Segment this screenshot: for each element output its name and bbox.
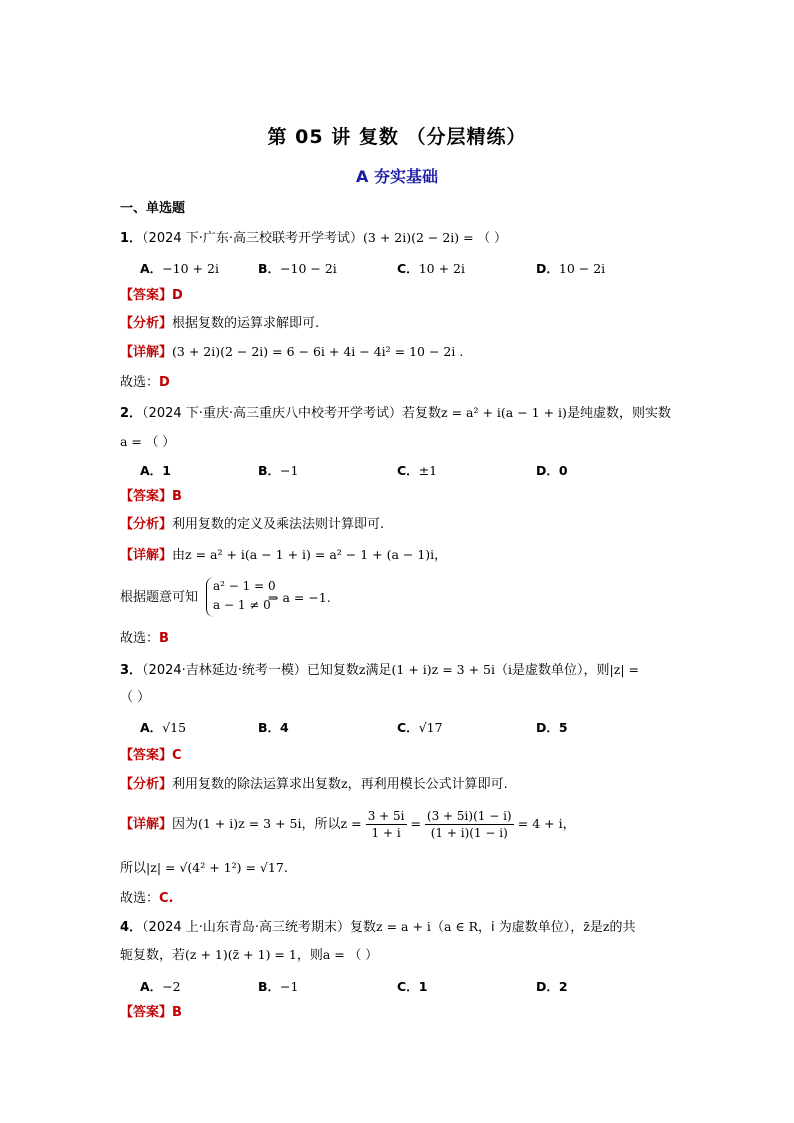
fraction: $\frac{(3 + 5i)(1 - i)}{(1 + i)(1 - i)}$ — [426, 809, 512, 840]
system-result: ⇒ a = −1. — [268, 590, 331, 605]
question-4-stem: 4．（2024 上·山东青岛·高三统考期末）复数z = a + i（a ∈ R，i 为虚数单位），z̄是z的共 — [120, 919, 636, 935]
choose-line: 故选：D — [120, 375, 170, 390]
option-c: C．±1 — [397, 463, 438, 478]
answer-line: 【答案】C — [120, 748, 182, 763]
question-math: (3 + 2i)(2 − 2i) = （ ） — [363, 230, 507, 245]
option-a: A．1 — [140, 463, 171, 478]
answer-line: 【答案】B — [120, 489, 182, 504]
question-3-stem: 3．（2024·吉林延边·统考一模）已知复数z满足(1 + i)z = 3 + 5i（i是虚数单位），则|z| = — [120, 662, 639, 678]
fraction: $\frac{3 + 5i}{1 + i}$ — [367, 809, 405, 840]
answer-line: 【答案】D — [120, 288, 183, 303]
choose-line: 故选：C. — [120, 891, 174, 906]
option-b: B．4 — [258, 720, 289, 735]
question-3-stem-line2: （ ） — [120, 690, 151, 705]
option-a: A．√15 — [140, 720, 187, 735]
analysis-line: 【分析】根据复数的运算求解即可. — [120, 316, 320, 331]
answer-line: 【答案】B — [120, 1005, 182, 1020]
option-d: D．10 − 2i — [536, 261, 606, 276]
question-4-stem-line2: 轭复数，若(z + 1)(z̄ + 1) = 1，则a = （ ） — [120, 947, 378, 963]
question-1-stem — [120, 229, 507, 248]
page-title: 第 05 讲 复数 （分层精练） — [267, 126, 527, 148]
equation-system: a² − 1 = 0 a − 1 ≠ 0 — [206, 577, 267, 617]
question-2-stem: 2．（2024 下·重庆·高三重庆八中校考开学考试）若复数z = a² + i(a − 1 + i)是纯虚数，则实数 — [120, 405, 671, 421]
option-c: C．1 — [397, 979, 428, 994]
choose-line: 故选：B — [120, 631, 169, 646]
option-c: C．10 + 2i — [397, 261, 465, 276]
section-subtitle: A 夯实基础 — [356, 167, 438, 186]
detail-line: 【详解】(3 + 2i)(2 − 2i) = 6 − 6i + 4i − 4i² = 10 − 2i . — [120, 344, 464, 360]
option-d: D．0 — [536, 463, 568, 478]
option-a: A．−10 + 2i — [140, 261, 219, 276]
option-d: D．5 — [536, 720, 568, 735]
modulus-line: 所以|z| = √(4² + 1²) = √17. — [120, 860, 288, 876]
option-d: D．2 — [536, 979, 568, 994]
option-b: B．−1 — [258, 979, 299, 994]
question-source: （2024 下·广东·高三校联考开学考试） — [142, 231, 364, 246]
condition-line: 根据题意可知 — [120, 590, 199, 605]
question-number: 1． — [120, 231, 143, 246]
option-c: C．√17 — [397, 720, 443, 735]
question-2-stem-line2: a = （ ） — [120, 434, 175, 449]
detail-line: 【详解】因为(1 + i)z = 3 + 5i，所以z = $\frac{3 + 5i}{1 + i}$ = $\frac{(3 + 5i)(1 - i)}{(1 + i)(1 - i)}$ = 4 + i， — [120, 809, 576, 840]
option-b: B．−10 − 2i — [258, 261, 337, 276]
analysis-line: 【分析】利用复数的定义及乘法法则计算即可. — [120, 517, 385, 532]
section-heading: 一、单选题 — [120, 201, 186, 216]
option-a: A．−2 — [140, 979, 181, 994]
detail-line: 【详解】由z = a² + i(a − 1 + i) = a² − 1 + (a − 1)i， — [120, 547, 448, 563]
option-b: B．−1 — [258, 463, 299, 478]
analysis-line: 【分析】利用复数的除法运算求出复数z，再利用模长公式计算即可. — [120, 776, 508, 792]
